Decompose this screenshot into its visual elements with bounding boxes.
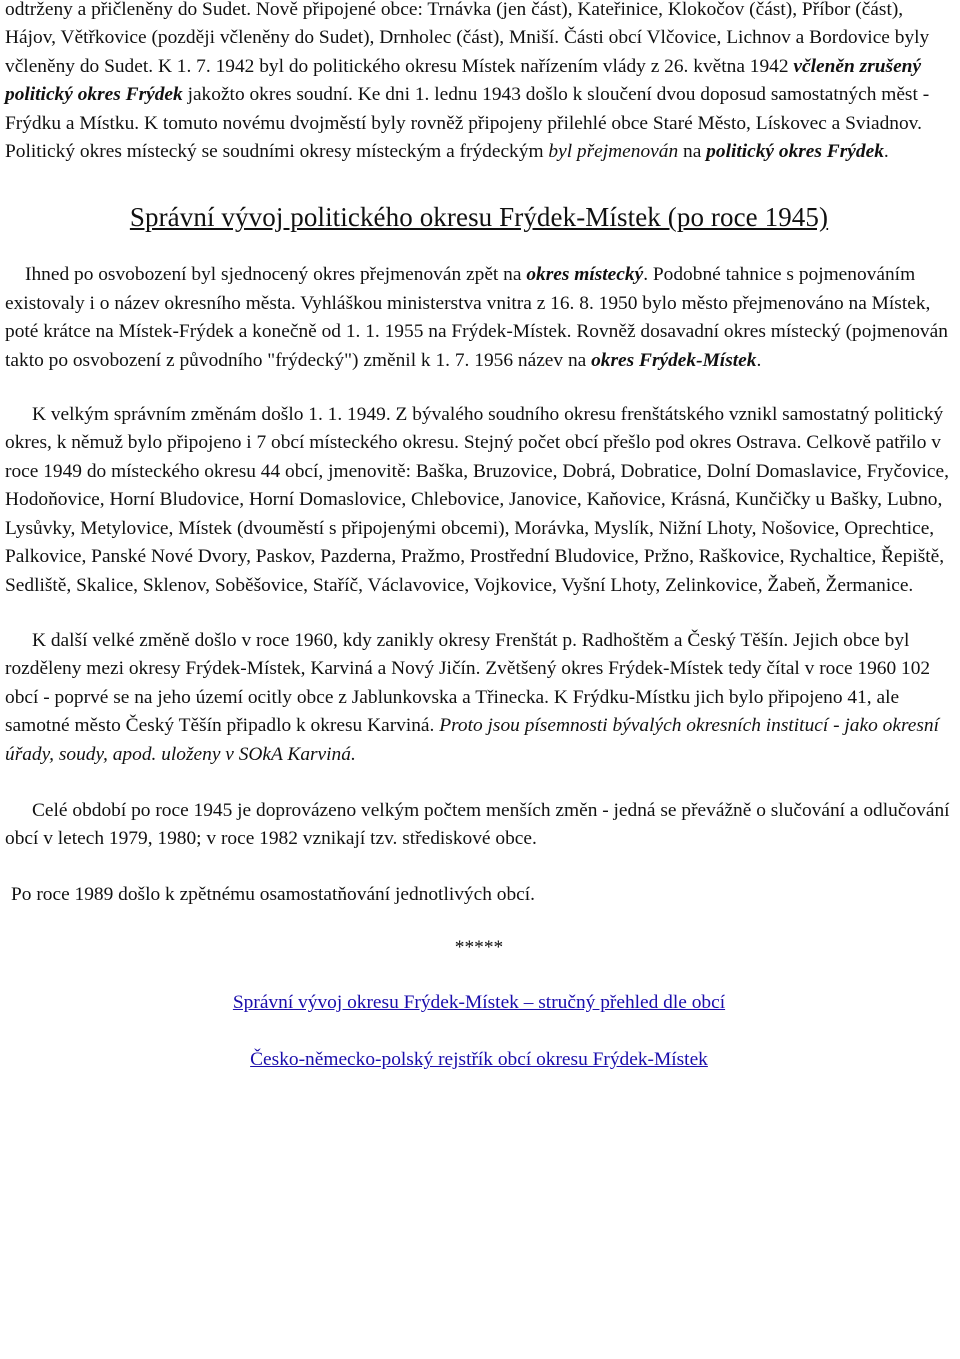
intro-emphasis-1: včleněn zrušený politický okres Frýdek: [5, 55, 922, 106]
separator-stars: *****: [454, 937, 504, 959]
p3-italic-1: Proto jsou písemnosti bývalých okresních institucí - jako okresní úřady, soudy, apod. uloženy v SOkA Karviná.: [5, 715, 940, 765]
document-page: [5, 0, 953, 1074]
link-row-2: [5, 1046, 953, 1074]
intro-italic-1: byl přejmenován: [548, 141, 679, 163]
intro-text-2: jakožto okres soudní. Ke dni 1. lednu 1943 došlo k sloučení dvou doposud samostatných měst - Frýdku a Místku. K tomuto novému dvojměstí byly rovněž připojeny přilehlé obce Staré Město, Lískovec a Sviadnov. Politický okres místecký se soudními okresy místeckým a frýdeckým: [5, 84, 930, 163]
link-municipality-register[interactable]: Česko-německo-polský rejstřík obcí okresu Frýdek-Místek: [250, 1049, 708, 1071]
p1-emphasis-2: okres Frýdek-Místek: [591, 349, 757, 371]
p1-emphasis-1: okres místecký: [526, 264, 644, 286]
link-overview-by-municipality[interactable]: Správní vývoj okresu Frýdek-Místek – stručný přehled dle obcí: [232, 992, 726, 1014]
paragraph-renaming: [5, 261, 953, 375]
link-row-1: [5, 989, 953, 1017]
intro-paragraph: [5, 0, 953, 166]
p3-text-1: K další velké změně došlo v roce 1960, kdy zanikly okresy Frenštát p. Radhoštěm a Český Těšín. Jejich obce byl rozděleny mezi okresy Frýdek-Místek, Karviná a Nový Jičín. Zvětšený okres Frýdek-Místek tedy čítal v roce 1960 102 obcí - poprvé se na jeho území ocitly obce z Jablunkovska a Třinecka. K Frýdku-Místku jich bylo připojeno 41, ale samotné město Český Těšín připadlo k okresu Karviná.: [5, 629, 931, 737]
paragraph-after-1945: Celé období po roce 1945 je doprovázeno velkým počtem menších změn - jedná se převážně o slučování a odlučování obcí v letech 1979, 1980; v roce 1982 vznikají tzv. střediskové obce.: [5, 799, 950, 850]
intro-text-3: na: [678, 141, 707, 163]
paragraph-1960-changes: [5, 627, 953, 769]
section-heading: Správní vývoj politického okresu Frýdek-Místek (po roce 1945): [129, 202, 829, 233]
paragraph-1949-changes: K velkým správním změnám došlo 1. 1. 1949. Z bývalého soudního okresu frenštátského vznikl samostatný politický okres, k němuž bylo připojeno i 7 obcí místeckého okresu. Stejný počet obcí přešlo pod okres Ostrava. Celkově patřilo v roce 1949 do místeckého okresu 44 obcí, jmenovitě: Baška, Bruzovice, Dobrá, Dobratice, Dolní Domaslavice, Fryčovice, Hodoňovice, Horní Bludovice, Horní Domaslovice, Chlebovice, Janovice, Kaňovice, Krásná, Kunčičky u Bašky, Lubno, Lysůvky, Metylovice, Místek (dvouměstí s připojenými obcemi), Morávka, Myslík, Nižní Lhoty, Nošovice, Oprechtice, Palkovice, Panské Nové Dvory, Paskov, Pazderna, Pražmo, Prostřední Bludovice, Pržno, Raškovice, Rychaltice, Řepiště, Sedliště, Skalice, Sklenov, Soběšovice, Staříč, Václavovice, Vojkovice, Vyšní Lhoty, Zelinkovice, Žabeň, Žermanice.: [5, 404, 949, 596]
intro-text-1: odtrženy a přičleněny do Sudet. Nově připojené obce: Trnávka (jen část), Kateřinice, Klokočov (část), Příbor (část), Hájov, Větřkovice (později včleněny do Sudet), Drnholec (část), Mniší. Části obcí Vlčovice, Lichnov a Bordovice byly včleněny do Sudet. K 1. 7. 1942 byl do politického okresu Místek nařízením vlády z 26. května 1942: [5, 0, 930, 77]
paragraph-after-1989: Po roce 1989 došlo k zpětnému osamostatňování jednotlivých obcí.: [11, 883, 535, 905]
p1-text-1: Ihned po osvobození byl sjednocený okres přejmenován zpět na: [25, 264, 527, 286]
intro-emphasis-2: politický okres Frýdek: [706, 141, 884, 163]
intro-text-4: .: [883, 141, 889, 163]
p1-text-2: . Podobné tahnice s pojmenováním existovaly i o název okresního města. Vyhláškou ministerstva vnitra z 16. 8. 1950 bylo město přejmenováno na Místek, poté krátce na Místek-Frýdek a konečně od 1. 1. 1955 na Frýdek-Místek. Rovněž dosavadní okres místecký (pojmenován takto po osvobození z původního "frýdecký") změnil k 1. 7. 1956 název na: [5, 264, 948, 371]
p1-text-3: .: [756, 349, 762, 371]
